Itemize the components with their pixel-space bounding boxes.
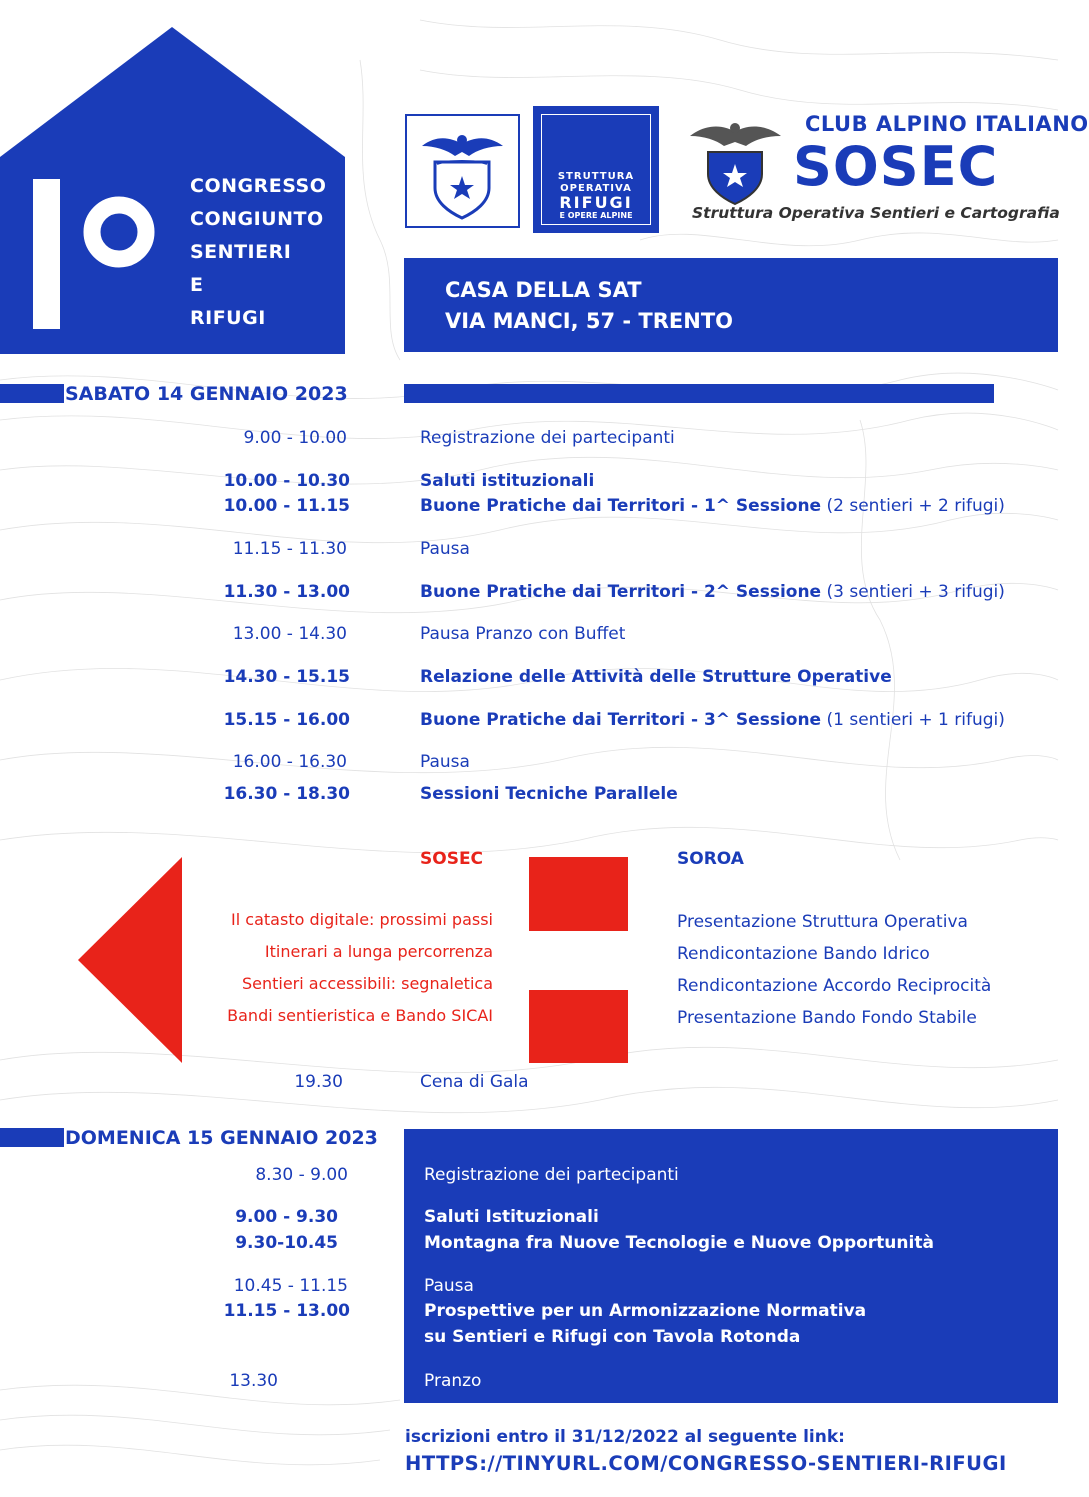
event-title: Cena di Gala <box>420 1072 529 1092</box>
event-title: Buone Pratiche dai Territori - 2^ Sessione <box>420 582 822 602</box>
venue-line: VIA MANCI, 57 - TRENTO <box>445 309 734 333</box>
time-slot: 9.00 - 10.00 <box>243 428 347 448</box>
event-title: Sessioni Tecniche Parallele <box>420 784 678 804</box>
event-title: Registrazione dei partecipanti <box>420 428 675 448</box>
time-slot: 16.00 - 16.30 <box>232 752 347 772</box>
event-title: Pausa Pranzo con Buffet <box>420 624 626 644</box>
event-title: Pausa <box>420 752 470 772</box>
time-slot: 11.15 - 13.00 <box>223 1301 350 1321</box>
title-line: SENTIERI <box>190 241 292 263</box>
time-slot: 9.00 - 9.30 <box>235 1207 338 1227</box>
heading-bar <box>0 1128 64 1147</box>
sor-logo <box>533 106 659 233</box>
red-block <box>529 990 628 1063</box>
event-note: (3 sentieri + 3 rifugi) <box>826 582 1005 602</box>
sosec-name: SOSEC <box>793 135 999 198</box>
sosec-logo <box>688 110 1089 228</box>
sosec-session-item: Bandi sentieristica e Bando SICAI <box>227 1006 493 1025</box>
event-title: Prospettive per un Armonizzazione Normativa <box>424 1301 867 1321</box>
time-slot: 11.30 - 13.00 <box>223 582 350 602</box>
event-row <box>420 496 1005 516</box>
event-title: Relazione delle Attività delle Strutture Operative <box>420 667 892 687</box>
registration-link[interactable]: HTTPS://TINYURL.COM/CONGRESSO-SENTIERI-RIFUGI <box>405 1452 1007 1475</box>
time-slot: 13.30 <box>229 1371 278 1391</box>
sor-logo-line: RIFUGI <box>559 193 633 212</box>
heading-bar <box>0 384 64 403</box>
sor-logo-line: E OPERE ALPINE <box>559 211 633 220</box>
time-slot: 10.00 - 10.30 <box>223 471 350 491</box>
saturday-heading: SABATO 14 GENNAIO 2023 <box>65 383 348 405</box>
time-slot: 11.15 - 11.30 <box>232 539 347 559</box>
sunday-heading: DOMENICA 15 GENNAIO 2023 <box>65 1127 378 1149</box>
event-title: Montagna fra Nuove Tecnologie e Nuove Opportunità <box>424 1233 934 1253</box>
event-note: (1 sentieri + 1 rifugi) <box>826 710 1005 730</box>
time-slot: 10.45 - 11.15 <box>233 1276 348 1296</box>
congress-title <box>190 170 326 335</box>
time-slot: 14.30 - 15.15 <box>223 667 350 687</box>
venue-box <box>404 258 1058 352</box>
event-title: Pausa <box>424 1276 474 1296</box>
soroa-session-item: Presentazione Struttura Operativa <box>677 912 968 932</box>
time-slot: 8.30 - 9.00 <box>255 1165 348 1185</box>
event-title: Buone Pratiche dai Territori - 1^ Sessione <box>420 496 822 516</box>
sor-logo-line: STRUTTURA <box>557 171 635 182</box>
sosec-session-item: Sentieri accessibili: segnaletica <box>241 974 493 993</box>
event-title: Buone Pratiche dai Territori - 3^ Sessione <box>420 710 822 730</box>
sosec-session-item: Itinerari a lunga percorrenza <box>264 942 493 961</box>
event-title: Pranzo <box>424 1371 482 1391</box>
event-title: Saluti istituzionali <box>420 471 595 491</box>
event-title-continued: su Sentieri e Rifugi con Tavola Rotonda <box>424 1327 801 1347</box>
time-slot: 19.30 <box>294 1072 343 1092</box>
event-title: Pausa <box>420 539 470 559</box>
soroa-session-item: Presentazione Bando Fondo Stabile <box>677 1008 977 1028</box>
red-block <box>529 857 628 931</box>
event-title: Saluti Istituzionali <box>424 1207 599 1227</box>
soroa-session-item: Rendicontazione Accordo Reciprocità <box>677 976 992 996</box>
title-line: CONGIUNTO <box>190 208 324 230</box>
sor-logo-line: OPERATIVA <box>560 183 632 194</box>
heading-bar <box>404 384 994 403</box>
time-slot: 15.15 - 16.00 <box>223 710 350 730</box>
event-title: Registrazione dei partecipanti <box>424 1165 679 1185</box>
soroa-session-title: SOROA <box>677 849 744 869</box>
sosec-session-title: SOSEC <box>420 849 484 869</box>
soroa-session-item: Rendicontazione Bando Idrico <box>677 944 930 964</box>
sosec-club-name: CLUB ALPINO ITALIANO <box>805 112 1089 136</box>
cai-eagle-shield-icon <box>407 116 518 226</box>
title-line: RIFUGI <box>190 307 266 329</box>
venue-line: CASA DELLA SAT <box>445 278 642 302</box>
title-line: CONGRESSO <box>190 175 327 197</box>
sosec-wordmark <box>793 136 1050 198</box>
red-arrow-triangle <box>78 857 182 1063</box>
title-line: E <box>190 274 204 296</box>
cai-logo <box>405 114 520 228</box>
sosec-eagle-emblem-icon <box>688 114 783 206</box>
event-row <box>420 582 1005 602</box>
time-slot: 10.00 - 11.15 <box>223 496 350 516</box>
time-slot: 13.00 - 14.30 <box>232 624 347 644</box>
event-note: (2 sentieri + 2 rifugi) <box>826 496 1005 516</box>
registration-note: iscrizioni entro il 31/12/2022 al seguente link: <box>405 1427 845 1447</box>
sosec-session-item: Il catasto digitale: prossimi passi <box>231 910 493 929</box>
sosec-subtitle: Struttura Operativa Sentieri e Cartografia <box>692 204 1060 222</box>
event-row <box>420 710 1005 730</box>
time-slot: 9.30-10.45 <box>235 1233 338 1253</box>
time-slot: 16.30 - 18.30 <box>223 784 350 804</box>
